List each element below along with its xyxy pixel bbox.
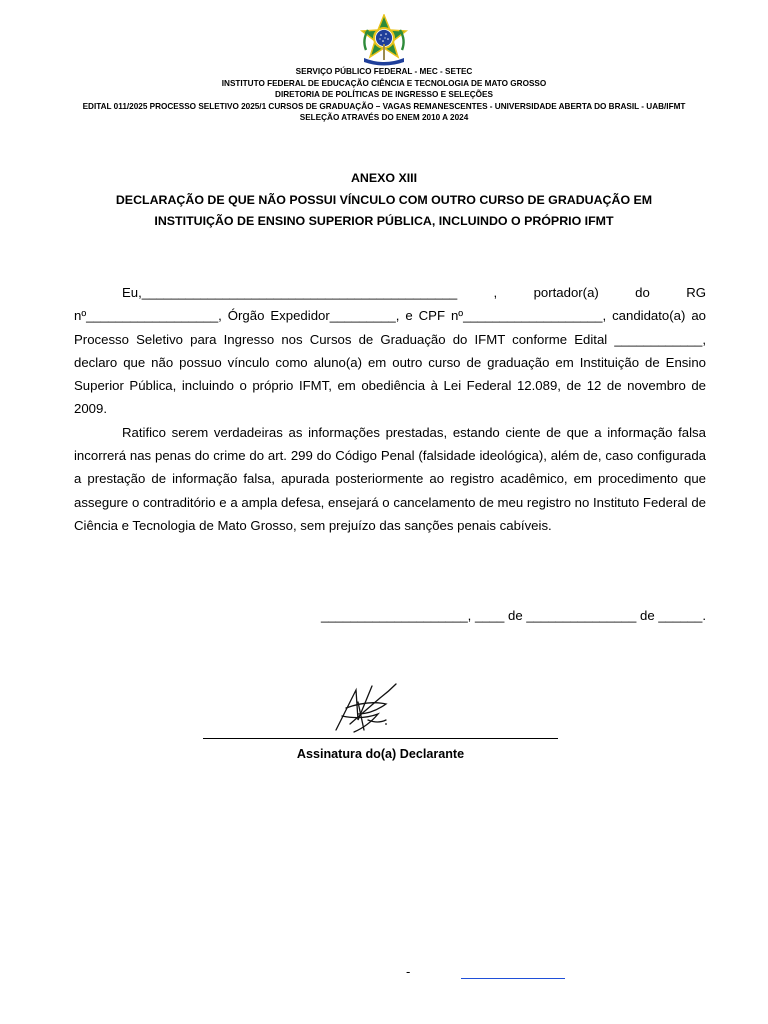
signature-label: Assinatura do(a) Declarante <box>296 747 465 761</box>
declaration-body <box>74 281 706 537</box>
declaration-paragraph-1: Eu,___________________________________________ , portador(a) do RG nº__________________, Órgão Expedidor_________, e CPF nº___________________, candidato(a) ao Processo Seletivo para Ingresso nos Cursos de Graduação do IFMT conforme Edital ____________, declaro que não possuo vínculo como aluno(a) em outro curso de graduação em Instituição de Ensino Superior Pública, incluindo o próprio IFMT, em obediência à Lei Federal 12.089, de 12 de novembro de 2009. <box>74 285 706 417</box>
annex-title-line-1: DECLARAÇÃO DE QUE NÃO POSSUI VÍNCULO COM OUTRO CURSO DE GRADUAÇÃO EM <box>115 192 653 207</box>
annex-number: ANEXO XIII <box>350 171 418 185</box>
header-line-1: SERVIÇO PÚBLICO FEDERAL - MEC - SETEC <box>295 67 473 76</box>
handwritten-signature <box>328 680 402 738</box>
header-line-2: INSTITUTO FEDERAL DE EDUCAÇÃO CIÊNCIA E TECNOLOGIA DE MATO GROSSO <box>221 78 547 88</box>
header-line-3: DIRETORIA DE POLÍTICAS DE INGRESSO E SELEÇÕES <box>275 90 493 99</box>
document-header <box>40 66 728 124</box>
declaration-paragraph-2: Ratifico serem verdadeiras as informações prestadas, estando ciente de que a informação falsa incorrerá nas penas do crime do art. 299 do Código Penal (falsidade ideológica), além de, caso configurada a prestação de informação falsa, apurada posteriormente ao registro acadêmico, em procedimento que assegure o contraditório e a ampla defesa, ensejará o cancelamento de meu registro no Instituto Federal de Ciência e Tecnologia de Mato Grosso, sem prejuízo das sanções penais cabíveis. <box>74 424 706 533</box>
brazil-coat-of-arms-icon <box>358 14 410 66</box>
annex-title <box>60 168 708 233</box>
annex-title-line-2: INSTITUIÇÃO DE ENSINO SUPERIOR PÚBLICA, INCLUINDO O PRÓPRIO IFMT <box>154 214 614 228</box>
place-date-line: ____________________, ____ de _______________ de ______. <box>320 608 706 623</box>
header-line-5: SELEÇÃO ATRAVÉS DO ENEM 2010 A 2024 <box>299 113 469 122</box>
header-line-4: EDITAL 011/2025 PROCESSO SELETIVO 2025/1 CURSOS DE GRADUAÇÃO – VAGAS REMANESCENTES - UNIVERSIDADE ABERTA DO BRASIL - UAB/IFMT <box>82 101 686 111</box>
signature-line <box>203 738 558 739</box>
footer-dash: - <box>406 964 411 979</box>
footer-link-underline[interactable] <box>461 978 565 979</box>
